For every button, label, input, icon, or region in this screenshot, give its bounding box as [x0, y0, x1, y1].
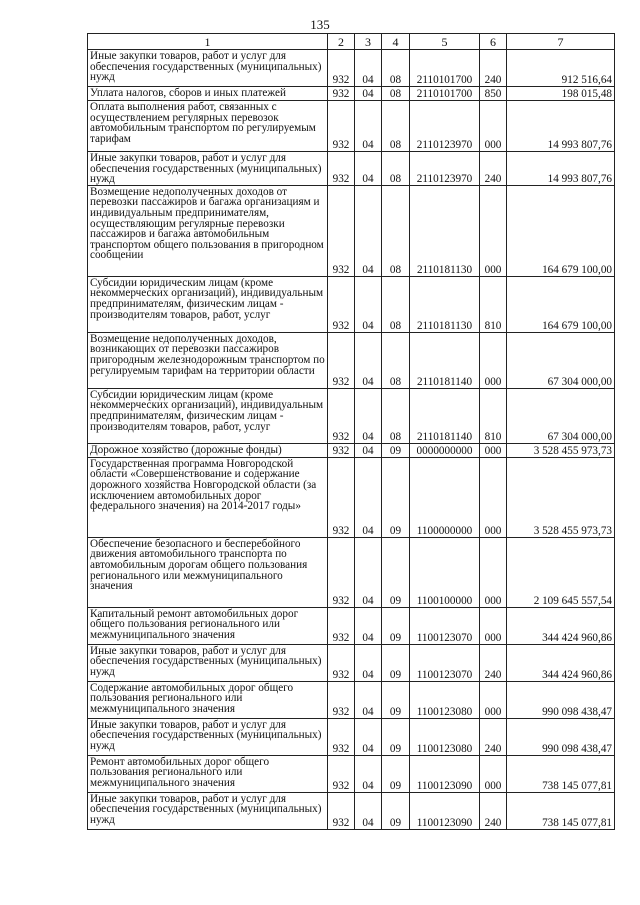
- subsection-cell: 08: [382, 276, 410, 332]
- target-article-cell: 0000000000: [410, 443, 480, 457]
- row-name-cell: Капитальный ремонт автомобильных дорог общего пользования регионального или межмуниципального значения: [88, 607, 328, 644]
- code-cell: 932: [328, 50, 355, 87]
- amount-cell: 67 304 000,00: [507, 332, 615, 388]
- row-name-cell: Содержание автомобильных дорог общего пользования регионального или межмуниципального значения: [88, 681, 328, 718]
- row-name-cell: Субсидии юридическим лицам (кроме некоммерческих организаций), индивидуальным предпринимателям, физическим лицам - производителям товаров, работ, услуг: [88, 276, 328, 332]
- section-cell: 04: [355, 718, 382, 755]
- expense-type-cell: 810: [480, 276, 507, 332]
- subsection-cell: 09: [382, 718, 410, 755]
- code-cell: 932: [328, 276, 355, 332]
- row-name-cell: Иные закупки товаров, работ и услуг для обеспечения государственных (муниципальных) нужд: [88, 718, 328, 755]
- target-article-cell: 1100123080: [410, 681, 480, 718]
- row-name-cell: Обеспечение безопасного и бесперебойного движения автомобильного транспорта по автомобильным дорогам общего пользования регионального или межмуниципального значения: [88, 537, 328, 607]
- amount-cell: 3 528 455 973,73: [507, 457, 615, 537]
- subsection-cell: 08: [382, 87, 410, 101]
- amount-cell: 164 679 100,00: [507, 185, 615, 276]
- column-header: 1: [88, 34, 328, 50]
- section-cell: 04: [355, 87, 382, 101]
- expense-type-cell: 000: [480, 755, 507, 792]
- target-article-cell: 2110181140: [410, 332, 480, 388]
- section-cell: 04: [355, 792, 382, 829]
- section-cell: 04: [355, 185, 382, 276]
- expense-type-cell: 850: [480, 87, 507, 101]
- row-name-cell: Возмещение недополученных доходов от перевозки пассажиров и багажа организациям и индивидуальным предпринимателям, осуществляющим регулярные перевозки пассажиров и багажа автомобильным транспортом общего пользования в пригородном сообщении: [88, 185, 328, 276]
- section-cell: 04: [355, 457, 382, 537]
- subsection-cell: 09: [382, 443, 410, 457]
- table-row: [88, 332, 615, 388]
- target-article-cell: 1100123070: [410, 607, 480, 644]
- subsection-cell: 09: [382, 457, 410, 537]
- code-cell: 932: [328, 792, 355, 829]
- expense-type-cell: 240: [480, 644, 507, 681]
- table-row: [88, 152, 615, 186]
- target-article-cell: 2110101700: [410, 87, 480, 101]
- section-cell: 04: [355, 101, 382, 152]
- expense-type-cell: 240: [480, 718, 507, 755]
- table-row: [88, 681, 615, 718]
- table-row: [88, 792, 615, 829]
- expense-type-cell: 240: [480, 50, 507, 87]
- subsection-cell: 09: [382, 607, 410, 644]
- row-name-cell: Иные закупки товаров, работ и услуг для обеспечения государственных (муниципальных) нужд: [88, 152, 328, 186]
- amount-cell: 990 098 438,47: [507, 681, 615, 718]
- amount-cell: 3 528 455 973,73: [507, 443, 615, 457]
- expense-type-cell: 000: [480, 101, 507, 152]
- code-cell: 932: [328, 87, 355, 101]
- section-cell: 04: [355, 276, 382, 332]
- target-article-cell: 1100123080: [410, 718, 480, 755]
- target-article-cell: 2110101700: [410, 50, 480, 87]
- subsection-cell: 08: [382, 101, 410, 152]
- amount-cell: 912 516,64: [507, 50, 615, 87]
- table-row: [88, 50, 615, 87]
- amount-cell: 164 679 100,00: [507, 276, 615, 332]
- table-row: [88, 644, 615, 681]
- expense-type-cell: 000: [480, 443, 507, 457]
- row-name-cell: Иные закупки товаров, работ и услуг для обеспечения государственных (муниципальных) нужд: [88, 792, 328, 829]
- header-row: [88, 34, 615, 50]
- section-cell: 04: [355, 388, 382, 443]
- row-name-cell: Уплата налогов, сборов и иных платежей: [88, 87, 328, 101]
- code-cell: 932: [328, 101, 355, 152]
- table-row: [88, 607, 615, 644]
- amount-cell: 344 424 960,86: [507, 607, 615, 644]
- column-header: 7: [507, 34, 615, 50]
- section-cell: 04: [355, 332, 382, 388]
- code-cell: 932: [328, 388, 355, 443]
- expense-type-cell: 810: [480, 388, 507, 443]
- code-cell: 932: [328, 755, 355, 792]
- code-cell: 932: [328, 185, 355, 276]
- row-name-cell: Государственная программа Новгородской области «Совершенствование и содержание дорожного хозяйства Новгородской области (за исключением автомобильных дорог федерального значения) на 2014-2017 годы»: [88, 457, 328, 537]
- column-header: 5: [410, 34, 480, 50]
- subsection-cell: 08: [382, 50, 410, 87]
- target-article-cell: 1100100000: [410, 537, 480, 607]
- target-article-cell: 2110181130: [410, 276, 480, 332]
- column-header: 2: [328, 34, 355, 50]
- code-cell: 932: [328, 457, 355, 537]
- amount-cell: 990 098 438,47: [507, 718, 615, 755]
- amount-cell: 14 993 807,76: [507, 152, 615, 186]
- table-row: [88, 101, 615, 152]
- column-header: 6: [480, 34, 507, 50]
- table-row: [88, 718, 615, 755]
- table-row: [88, 388, 615, 443]
- expense-type-cell: 240: [480, 792, 507, 829]
- subsection-cell: 08: [382, 152, 410, 186]
- section-cell: 04: [355, 152, 382, 186]
- expense-type-cell: 240: [480, 152, 507, 186]
- subsection-cell: 08: [382, 332, 410, 388]
- table-row: [88, 276, 615, 332]
- amount-cell: 344 424 960,86: [507, 644, 615, 681]
- code-cell: 932: [328, 607, 355, 644]
- expense-type-cell: 000: [480, 607, 507, 644]
- target-article-cell: 1100000000: [410, 457, 480, 537]
- code-cell: 932: [328, 152, 355, 186]
- expense-type-cell: 000: [480, 537, 507, 607]
- row-name-cell: Ремонт автомобильных дорог общего пользования регионального или межмуниципального значения: [88, 755, 328, 792]
- amount-cell: 2 109 645 557,54: [507, 537, 615, 607]
- section-cell: 04: [355, 443, 382, 457]
- budget-table: [87, 33, 615, 830]
- section-cell: 04: [355, 537, 382, 607]
- subsection-cell: 09: [382, 792, 410, 829]
- row-name-cell: Иные закупки товаров, работ и услуг для обеспечения государственных (муниципальных) нужд: [88, 644, 328, 681]
- expense-type-cell: 000: [480, 681, 507, 718]
- section-cell: 04: [355, 681, 382, 718]
- amount-cell: 198 015,48: [507, 87, 615, 101]
- amount-cell: 738 145 077,81: [507, 792, 615, 829]
- expense-type-cell: 000: [480, 332, 507, 388]
- target-article-cell: 2110181130: [410, 185, 480, 276]
- table-row: [88, 87, 615, 101]
- subsection-cell: 08: [382, 185, 410, 276]
- target-article-cell: 1100123070: [410, 644, 480, 681]
- row-name-cell: Дорожное хозяйство (дорожные фонды): [88, 443, 328, 457]
- row-name-cell: Возмещение недополученных доходов, возникающих от перевозки пассажиров пригородным железнодорожным транспортом по регулируемым тарифам на территории области: [88, 332, 328, 388]
- section-cell: 04: [355, 50, 382, 87]
- subsection-cell: 09: [382, 644, 410, 681]
- row-name-cell: Субсидии юридическим лицам (кроме некоммерческих организаций), индивидуальным предпринимателям, физическим лицам - производителям товаров, работ, услуг: [88, 388, 328, 443]
- expense-type-cell: 000: [480, 185, 507, 276]
- table-row: [88, 185, 615, 276]
- amount-cell: 67 304 000,00: [507, 388, 615, 443]
- section-cell: 04: [355, 755, 382, 792]
- subsection-cell: 09: [382, 681, 410, 718]
- row-name-cell: Оплата выполнения работ, связанных с осуществлением регулярных перевозок автомобильным транспортом по регулируемым тарифам: [88, 101, 328, 152]
- code-cell: 932: [328, 537, 355, 607]
- target-article-cell: 2110123970: [410, 152, 480, 186]
- section-cell: 04: [355, 607, 382, 644]
- table-row: [88, 457, 615, 537]
- page-number: 135: [310, 17, 330, 32]
- code-cell: 932: [328, 443, 355, 457]
- amount-cell: 14 993 807,76: [507, 101, 615, 152]
- subsection-cell: 09: [382, 537, 410, 607]
- section-cell: 04: [355, 644, 382, 681]
- code-cell: 932: [328, 332, 355, 388]
- code-cell: 932: [328, 718, 355, 755]
- subsection-cell: 09: [382, 755, 410, 792]
- target-article-cell: 1100123090: [410, 755, 480, 792]
- table-row: [88, 443, 615, 457]
- row-name-cell: Иные закупки товаров, работ и услуг для обеспечения государственных (муниципальных) нужд: [88, 50, 328, 87]
- target-article-cell: 2110181140: [410, 388, 480, 443]
- table-row: [88, 537, 615, 607]
- target-article-cell: 2110123970: [410, 101, 480, 152]
- code-cell: 932: [328, 681, 355, 718]
- column-header: 4: [382, 34, 410, 50]
- amount-cell: 738 145 077,81: [507, 755, 615, 792]
- column-header: 3: [355, 34, 382, 50]
- subsection-cell: 08: [382, 388, 410, 443]
- target-article-cell: 1100123090: [410, 792, 480, 829]
- table-row: [88, 755, 615, 792]
- code-cell: 932: [328, 644, 355, 681]
- expense-type-cell: 000: [480, 457, 507, 537]
